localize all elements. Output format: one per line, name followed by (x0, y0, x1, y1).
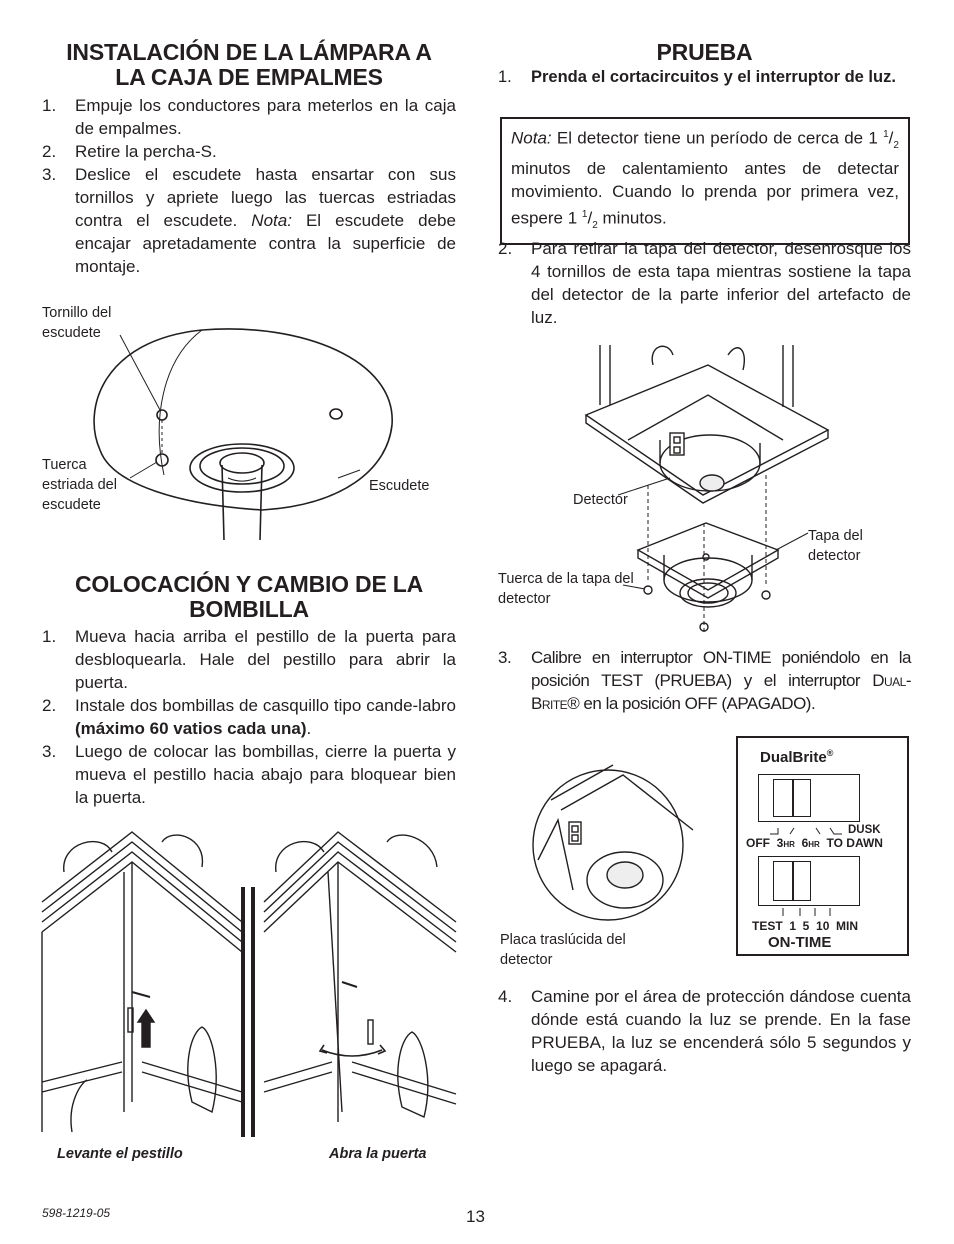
dualbrite-switch[interactable] (758, 774, 860, 822)
test-step-1 (498, 66, 911, 89)
test-step-2 (498, 237, 911, 329)
step-number: 1. (42, 627, 57, 646)
label-nut: Tuerca estriada del escudete (42, 457, 117, 513)
note-text: minutos de calentamiento antes de detectar movimiento. Cuando lo prenda por primera vez, espere 1 (511, 159, 899, 228)
switch-knob (773, 861, 793, 901)
hr-unit: HR (783, 840, 795, 849)
step-number: 1. (42, 96, 57, 115)
position-dawn: TO DAWN (826, 836, 883, 850)
brand-name: Brite (531, 694, 568, 713)
section-title-bulb (42, 572, 456, 622)
note-label: Nota: (251, 211, 292, 230)
list-item (498, 985, 911, 1077)
position-off: OFF (746, 836, 770, 850)
list-item (42, 694, 456, 740)
list-item (498, 237, 911, 329)
fraction-den: 2 (592, 220, 598, 232)
ontime-switch[interactable] (758, 856, 860, 906)
detector-lens-illustration (533, 770, 733, 930)
switch-panel (736, 736, 909, 956)
test-step-4 (498, 985, 911, 1077)
dualbrite-title (760, 748, 833, 766)
door-latch-illustration (42, 832, 456, 1137)
section-title-test: PRUEBA (656, 39, 753, 65)
caption-lift-latch: Levante el pestillo (57, 1146, 183, 1162)
hr-unit: HR (808, 840, 820, 849)
bulb-steps (42, 625, 456, 809)
step-number: 2. (42, 142, 57, 161)
list-item (498, 66, 911, 89)
label-detector: Detector (573, 492, 628, 508)
warmup-note: Nota: El detector tiene un período de cerca de 1 $^1/_2$ minutos de calentamiento antes de detectar movimiento. Cuando lo prenda por primera vez, espere 1 $^1/_2$ minutos. (500, 117, 910, 245)
brand-name: Dual- (872, 671, 911, 690)
note-text: minutos. (602, 208, 667, 228)
title-line: LA CAJA DE EMPALMES (115, 64, 383, 90)
step-text: El escudete debe encajar apretadamente contra la superficie de montaje. (75, 211, 456, 276)
step-number: 1. (498, 68, 512, 86)
dualbrite-positions (746, 836, 883, 850)
step-text: Instale dos bombillas de casquillo tipo cande-labro (75, 696, 456, 715)
step-number: 2. (42, 696, 57, 715)
note-label: Nota: (511, 128, 552, 148)
step-number: 3. (42, 742, 57, 761)
title-line: INSTALACIÓN DE LA LÁMPARA A (66, 39, 432, 65)
list-item (498, 646, 911, 715)
step-text: Deslice el escudete hasta ensartar con sus tornillos y apriete luego las tuercas estriadas contra el escudete. (75, 165, 456, 230)
position-6hr: 6 (801, 836, 809, 850)
fraction-num: 1 (581, 209, 588, 221)
step-text: Mueva hacia arriba el pestillo de la puerta para desbloquearla. Hale del pestillo para abrir la puerta. (75, 627, 456, 692)
label-cover-nut: Tuerca de la tapa del detector (498, 571, 634, 607)
step-text: Prenda el cortacircuitos y el interruptor de luz. (531, 68, 896, 86)
list-item (42, 94, 456, 140)
list-item (42, 625, 456, 694)
step-text: Empuje los conductores para meterlos en la caja de empalmes. (75, 96, 456, 138)
list-item (42, 740, 456, 809)
label-lens: Placa traslúcida del detector (500, 932, 626, 968)
ontime-tick-marks (778, 908, 878, 918)
list-item (42, 140, 456, 163)
step-text: Camine por el área de protección dándose cuenta dónde está cuando la luz se prende. En la fase PRUEBA, la luz se encenderá sólo 5 segundos y luego se apagará. (531, 987, 911, 1075)
step-number: 3. (42, 165, 57, 184)
switch-knob (773, 779, 793, 817)
installation-steps (42, 94, 456, 278)
step-text: Calibre en interruptor ON-TIME poniéndolo en la posición TEST (PRUEBA) y el interruptor (531, 648, 911, 690)
fraction-den: 2 (893, 140, 899, 152)
title-line: BOMBILLA (189, 596, 309, 622)
document-code: 598-1219-05 (42, 1206, 111, 1220)
step-number: 3. (498, 648, 512, 667)
step-text: . (306, 719, 312, 738)
title-line: COLOCACIÓN Y CAMBIO DE LA (74, 571, 424, 597)
step-text: Retire la percha-S. (75, 142, 217, 161)
label-canopy: Escudete (369, 478, 430, 494)
dualbrite-title-text: DualBrite (760, 749, 827, 766)
list-item (42, 163, 456, 278)
ontime-positions: TEST 1 5 10 MIN (752, 919, 859, 933)
position-3hr: 3 (776, 836, 784, 850)
switch-knob-side (793, 779, 811, 817)
section-title-installation (42, 40, 456, 90)
dualbrite-dusk: DUSK (848, 824, 881, 836)
fraction-num: 1 (883, 129, 889, 140)
caption-open-door: Abra la puerta (329, 1146, 427, 1162)
note-text: El detector tiene un período de cerca de 1 (556, 128, 878, 148)
step-number: 2. (498, 239, 513, 258)
step-text: ® en la posición OFF (APAGADO). (567, 694, 816, 713)
label-detector-cover: Tapa del detector (808, 528, 863, 564)
ontime-title: ON-TIME (768, 934, 832, 951)
test-step-3 (498, 646, 911, 715)
wattage-note: (máximo 60 vatios cada una) (75, 719, 307, 738)
page-number: 13 (466, 1207, 485, 1226)
step-number: 4. (498, 987, 513, 1006)
step-text: Luego de colocar las bombillas, cierre la puerta y mueva el pestillo hacia abajo para bloquear bien la puerta. (75, 742, 456, 807)
switch-knob-side (793, 861, 811, 901)
step-text: Para retirar la tapa del detector, desenrosque los 4 tornillos de esta tapa mientras sostiene la tapa del detector de la parte inferior del artefacto de luz. (531, 239, 911, 327)
label-screw: Tornillo del escudete (42, 305, 112, 341)
registered-mark: ® (826, 748, 834, 758)
